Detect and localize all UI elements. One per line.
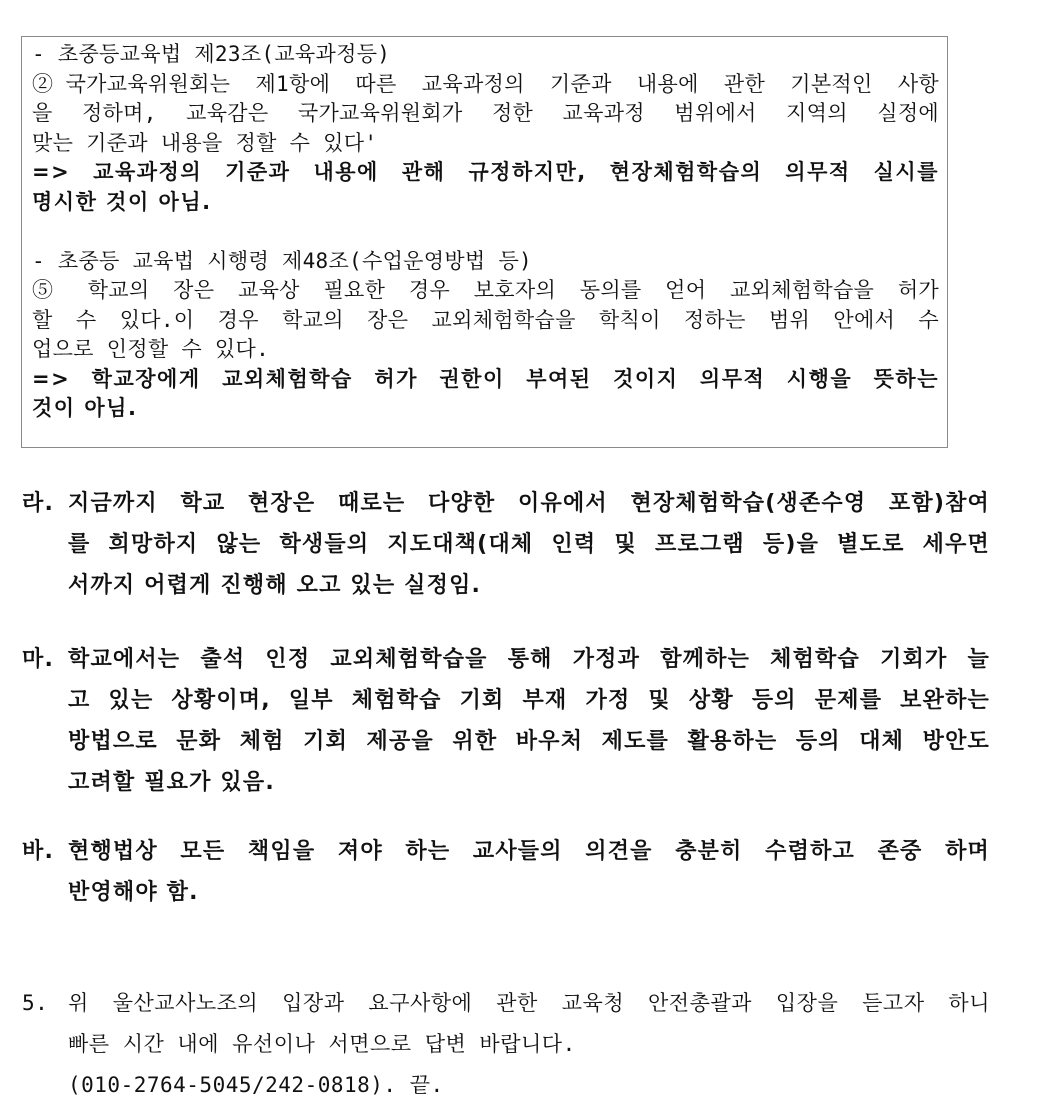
law-excerpt-box [21,36,948,448]
law2-title: - 초중등 교육법 시행령 제48조(수업운영방법 등) [32,248,532,273]
item-text-line: 빠른 시간 내에 유선이나 서면으로 답변 바랍니다. [68,1032,576,1056]
law1-text-line: 맞는 기준과 내용을 정할 수 있다' [32,130,378,155]
item-marker: 라. [22,491,55,516]
item-text-line: 반영해야 함. [68,880,199,905]
law1-note: => 교육과정의 기준과 내용에 관해 규정하지만, 현장체험학습의 의무적 실시를 [32,160,939,184]
item-text-line: (010-2764-5045/242-0818). 끝. [68,1073,444,1097]
law1-text-line: ②국가교육위원회는 제1항에 따른 교육과정의 기준과 내용에 관한 기본적인 사항 [32,71,939,96]
law2-text-line: 할 수 있다.이 경우 학교의 장은 교외체험학습을 학칙이 정하는 범위 안에서 수 [32,307,939,332]
item-marker: 마. [22,647,55,672]
law1-note: 명시한 것이 아님. [32,189,212,214]
law2-note: => 학교장에게 교외체험학습 허가 권한이 부여된 것이지 의무적 시행을 뜻하는 [32,366,939,391]
item-text-line: 를 희망하지 않는 학생들의 지도대책(대체 인력 및 프로그램 등)을 별도로 세우면 [68,532,990,557]
spacer [32,217,939,247]
item-text-line: 서까지 어렵게 진행해 오고 있는 실정임. [68,573,482,598]
item-ma [22,639,990,803]
item-text-line: 현행법상 모든 책임을 져야 하는 교사들의 의견을 충분히 수렴하고 존중 하며 [68,839,990,864]
item-text-line: 고 있는 상황이며, 일부 체험학습 기회 부재 가정 및 상황 등의 문제를 보완하는 [68,688,990,713]
item-text-line: 지금까지 학교 현장은 때로는 다양한 이유에서 현장체험학습(생존수영 포함)참여 [68,491,990,516]
law2-text-line: 업으로 인정할 수 있다. [32,337,270,361]
law2-text-line: ⑤ 학교의 장은 교육상 필요한 경우 보호자의 동의를 얻어 교외체험학습을 허가 [32,278,939,302]
item-text-line: 학교에서는 출석 인정 교외체험학습을 통해 가정과 함께하는 체험학습 기회가 늘 [68,647,990,672]
item-ba [22,831,990,913]
item-ra [22,483,990,606]
item-text-line: 방법으로 문화 체험 기회 제공을 위한 바우처 제도를 활용하는 등의 대체 방안도 [68,729,990,754]
item-text-line: 고려할 필요가 있음. [68,770,275,795]
item-five [22,983,990,1106]
law1-text-line: 을 정하며, 교육감은 국가교육위원회가 정한 교육과정 범위에서 지역의 실정에 [32,101,939,125]
item-marker: 5. [22,991,49,1015]
item-marker: 바. [22,839,55,864]
law2-note: 것이 아님. [32,396,138,420]
law1-title: - 초중등교육법 제23조(교육과정등) [32,42,391,66]
item-text-line: 위 울산교사노조의 입장과 요구사항에 관한 교육청 안전총괄과 입장을 듣고자 하니 [68,991,990,1015]
